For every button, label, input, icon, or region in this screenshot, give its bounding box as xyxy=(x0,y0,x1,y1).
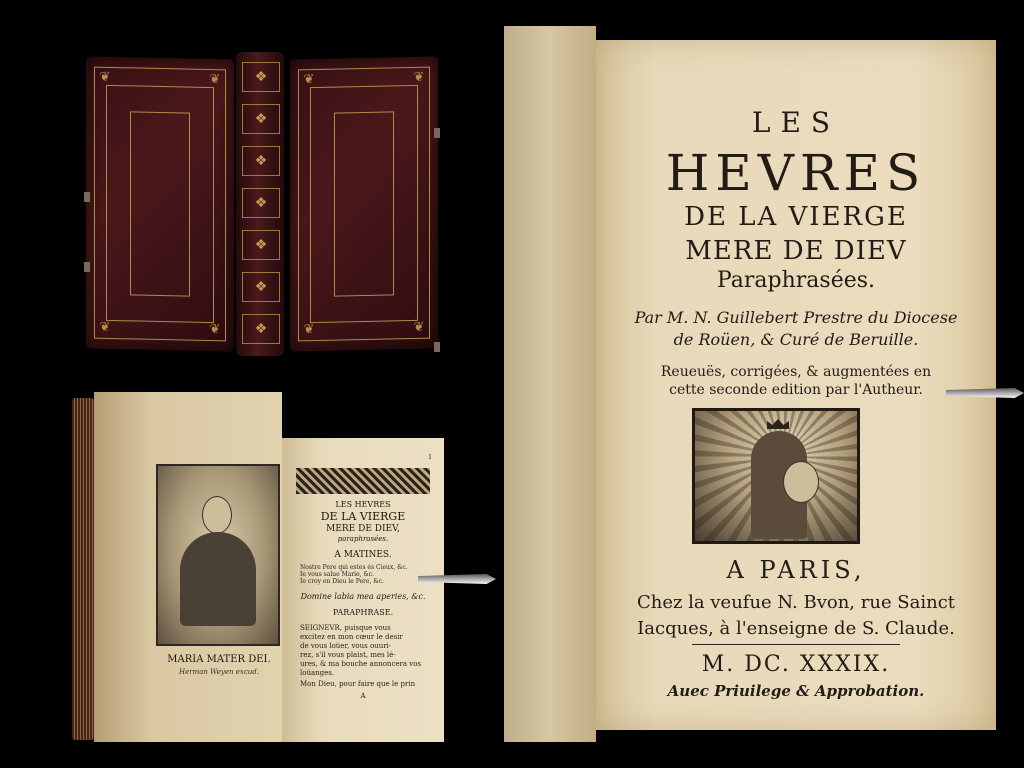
imprint-publisher: Chez la veufue N. Bvon, rue Sainct xyxy=(636,592,956,613)
author-line1: Par M. N. Guillebert Prestre du Diocese xyxy=(634,308,958,327)
imprint-date: M. DC. XXXIX. xyxy=(701,652,891,677)
title-main: HEVRES xyxy=(665,144,927,202)
title-page-spread xyxy=(504,22,1024,744)
body-line: rez, s'il vous plaist, mes lé- xyxy=(300,651,396,659)
paraphrase-heading: PARAPHRASE. xyxy=(332,608,394,617)
edition-line2: cette seconde edition par l'Autheur. xyxy=(669,382,923,398)
spine-ornament-icon: ❖ xyxy=(242,314,280,344)
headpiece-ornament xyxy=(296,468,430,494)
page-heading-line1: LES HEVRES xyxy=(335,500,391,509)
engraving-figure xyxy=(180,532,256,626)
engraver-signature: Herman Weyen excud. xyxy=(179,668,259,676)
edition-line1: Reueuës, corrigées, & augmentées en xyxy=(660,364,932,380)
page-heading-line3: MERE DE DIEV, xyxy=(326,524,400,534)
corner-fleuron-icon: ❦ xyxy=(99,69,111,85)
spine-ornament-icon: ❖ xyxy=(242,272,280,302)
madonna-engraving xyxy=(156,464,280,646)
gilt-frame-inner xyxy=(130,111,190,296)
page-heading-line4: paraphrasées. xyxy=(337,535,389,543)
first-text-page xyxy=(282,438,444,742)
prayer-line: Ie croy en Dieu le Pere, &c. xyxy=(300,578,384,585)
signature-mark: A xyxy=(360,692,366,700)
title-line1: LES xyxy=(751,106,841,139)
back-board xyxy=(86,56,234,351)
body-line: loüanges. xyxy=(300,669,335,677)
closed-book-binding xyxy=(86,52,438,356)
spine-ornament-icon: ❖ xyxy=(242,230,280,260)
frontispiece-page xyxy=(94,392,282,742)
front-board xyxy=(290,56,438,351)
spine-ornament-icon: ❖ xyxy=(242,188,280,218)
clasp-pin-icon xyxy=(84,192,90,202)
clasp-pin-icon xyxy=(84,262,90,272)
title-page xyxy=(596,40,996,730)
prayer-line: Nostre Pere qui estes és Cieux, &c. xyxy=(300,564,408,571)
spine-ornament-icon: ❖ xyxy=(242,104,280,134)
page-heading-line2: DE LA VIERGE xyxy=(320,510,406,523)
engraving-face xyxy=(202,496,232,534)
title-line4: MERE DE DIEV xyxy=(685,236,907,266)
page-edges xyxy=(72,398,94,740)
body-line: Mon Dieu, pour faire que le prin xyxy=(300,680,416,688)
spine-ornament-icon: ❖ xyxy=(242,146,280,176)
corner-fleuron-icon: ❦ xyxy=(413,319,425,335)
page-number: 1 xyxy=(428,454,432,461)
gilt-frame-inner xyxy=(334,111,394,296)
corner-fleuron-icon: ❦ xyxy=(303,322,315,338)
title-line3: DE LA VIERGE xyxy=(684,202,908,232)
spine-ornament-icon: ❖ xyxy=(242,62,280,92)
section-heading: A MATINES. xyxy=(334,550,392,560)
body-line: SEIGNEVR, puisque vous xyxy=(300,624,391,632)
corner-fleuron-icon: ❦ xyxy=(209,72,221,88)
body-line: excitez en mon cœur le desir xyxy=(300,633,403,641)
flyleaf xyxy=(504,26,596,742)
body-line: de vous loüer, vous ouuri- xyxy=(300,642,392,650)
corner-fleuron-icon: ❦ xyxy=(99,319,111,335)
title-line5: Paraphrasées. xyxy=(716,268,876,293)
body-line: ures, & ma bouche annoncera vos xyxy=(300,660,422,668)
frontispiece-caption: MARIA MATER DEI. xyxy=(167,654,271,665)
versicle: Domine labia mea aperies, &c. xyxy=(300,592,426,601)
madonna-woodcut xyxy=(692,408,860,544)
open-book xyxy=(72,392,444,742)
clasp-pin-icon xyxy=(434,342,440,352)
privilege-line: Auec Priuilege & Approbation. xyxy=(667,682,925,700)
prayer-line: Ie vous salue Marie, &c. xyxy=(300,571,375,578)
clasp-pin-icon xyxy=(434,128,440,138)
author-line2: de Roüen, & Curé de Beruille. xyxy=(673,330,919,349)
spine xyxy=(236,52,284,356)
imprint-address: Iacques, à l'enseigne de S. Claude. xyxy=(637,618,955,639)
corner-fleuron-icon: ❦ xyxy=(303,72,315,88)
woodcut-child xyxy=(783,461,819,503)
imprint-rule xyxy=(692,644,900,645)
imprint-city: A PARIS, xyxy=(726,556,866,584)
corner-fleuron-icon: ❦ xyxy=(413,69,425,85)
corner-fleuron-icon: ❦ xyxy=(209,322,221,338)
